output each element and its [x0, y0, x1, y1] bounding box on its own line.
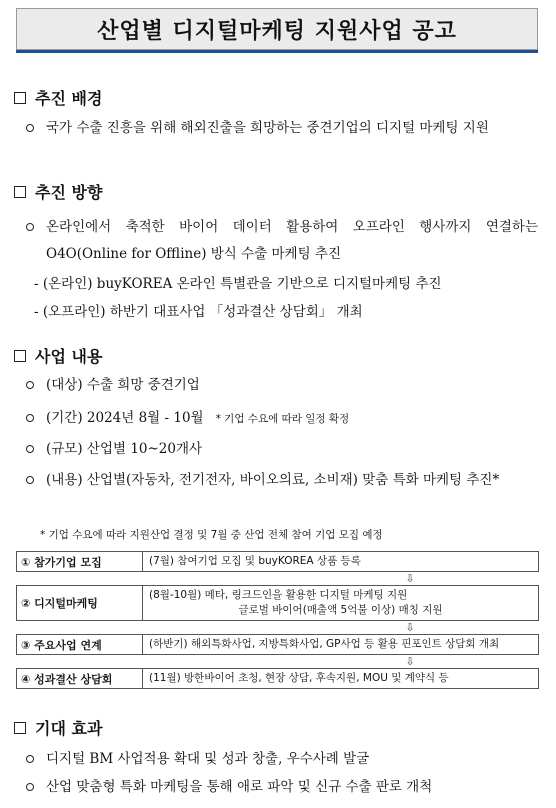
step-desc: (하반기) 해외특화사업, 지방특화사업, GP사업 등 활용 핀포인트 상담회 개최 [149, 638, 500, 650]
content-target: (대상) 수출 희망 중견기업 [26, 372, 538, 399]
circle-bullet-icon [26, 223, 34, 231]
section-heading-background: 추진 배경 [14, 86, 102, 109]
direction-online-line: - (온라인) buyKOREA 온라인 특별관을 기반으로 디지털마케팅 추진 [34, 276, 442, 292]
down-arrow-icon: ⇩ [405, 572, 415, 585]
circle-bullet-icon [26, 445, 34, 453]
step-row [16, 668, 539, 689]
content-detail: (내용) 산업별(자동차, 전기전자, 바이오의료, 소비재) 맞춤 특화 마케팅 추진* [26, 467, 538, 494]
square-bullet-icon [14, 92, 26, 104]
circle-bullet-icon [26, 124, 34, 132]
step-desc: (7월) 참여기업 모집 및 buyKOREA 상품 등록 [149, 555, 361, 567]
effect-bullet-2: 산업 맞춤형 특화 마케팅을 통해 애로 파악 및 신규 수출 판로 개척 [26, 774, 538, 801]
step-label: ② 디지털마케팅 [17, 586, 143, 620]
down-arrow-icon: ⇩ [405, 655, 415, 668]
section-heading-direction: 추진 방향 [14, 180, 102, 203]
circle-bullet-icon [26, 414, 34, 422]
direction-bullet: 온라인에서 축적한 바이어 데이터 활용하여 오프라인 행사까지 연결하는 O4O(Online for Offline) 방식 수출 마케팅 추진 [26, 214, 538, 268]
circle-bullet-icon [26, 381, 34, 389]
step-desc: (8월-10월) 메타, 링크드인을 활용한 디지털 마케팅 지원 글로벌 바이어(매출액 5억불 이상) 매칭 지원 [149, 589, 443, 616]
background-bullet: 국가 수출 진흥을 위해 해외진출을 희망하는 중견기업의 디지털 마케팅 지원 [26, 115, 538, 142]
circle-bullet-icon [26, 476, 34, 484]
step-label: ③ 주요사업 연계 [17, 635, 143, 654]
title-banner [16, 8, 538, 50]
circle-bullet-icon [26, 755, 34, 763]
direction-offline-line: - (오프라인) 하반기 대표사업 「성과결산 상담회」 개최 [34, 304, 363, 320]
content-detail-note: * 기업 수요에 따라 지원산업 결정 및 7월 중 산업 전체 참여 기업 모집 예정 [40, 529, 383, 541]
step-desc: (11월) 방한바이어 초청, 현장 상담, 후속지원, MOU 및 계약식 등 [149, 672, 449, 684]
step-row [16, 585, 539, 621]
down-arrow-icon: ⇩ [405, 621, 415, 634]
section-heading-effect: 기대 효과 [14, 716, 102, 739]
content-period: (기간) 2024년 8월 - 10월 * 기업 수요에 따라 일정 확정 [26, 405, 538, 433]
step-label: ① 참가기업 모집 [17, 552, 143, 571]
step-label: ④ 성과결산 상담회 [17, 669, 143, 688]
square-bullet-icon [14, 186, 26, 198]
square-bullet-icon [14, 722, 26, 734]
page-title: 산업별 디지털마케팅 지원사업 공고 [97, 18, 457, 44]
section-heading-content: 사업 내용 [14, 344, 102, 367]
square-bullet-icon [14, 350, 26, 362]
content-scale: (규모) 산업별 10~20개사 [26, 436, 538, 463]
effect-bullet-1: 디지털 BM 사업적용 확대 및 성과 창출, 우수사례 발굴 [26, 746, 538, 773]
period-note: * 기업 수요에 따라 일정 확정 [215, 413, 350, 425]
circle-bullet-icon [26, 783, 34, 791]
step-row [16, 634, 539, 655]
process-steps [16, 551, 539, 689]
step-row [16, 551, 539, 572]
